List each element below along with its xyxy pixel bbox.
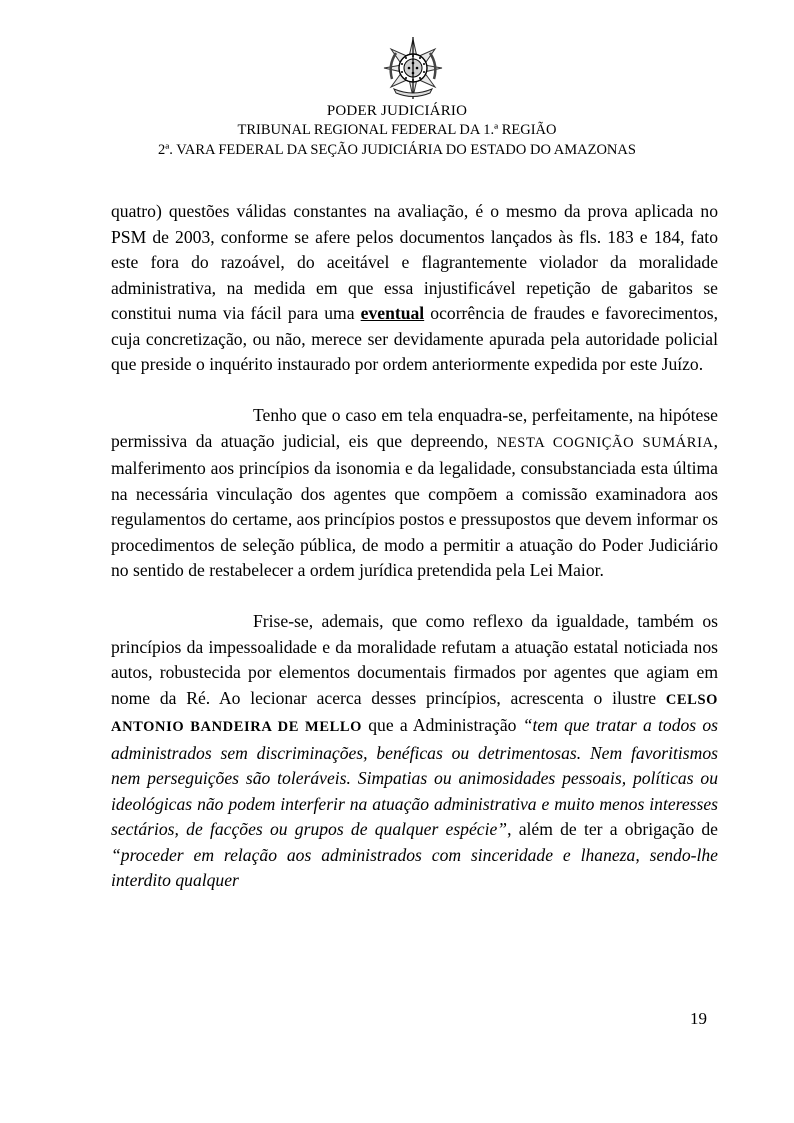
emphasis-eventual: eventual xyxy=(360,303,425,323)
emphasis-cognicao-sumaria: NESTA COGNIÇÃO SUMÁRIA xyxy=(496,434,714,451)
paragraph-2 xyxy=(111,403,718,584)
header-tribunal: TRIBUNAL REGIONAL FEDERAL DA 1.ª REGIÃO xyxy=(237,122,557,138)
paragraph-2-text-c: , malferimento aos princípios da isonomia e da legalidade, consubstanciada esta última na necessária vinculação dos agentes que compõem a comissão examinadora aos regulamentos do certame, aos princípios postos e pressupostos que devem informar os procedimentos de seleção pública, de modo a permitir a atuação do Poder Judiciário no sentido de restabelecer a ordem jurídica pretendida pela Lei Maior. xyxy=(111,430,718,580)
paragraph-3 xyxy=(111,609,718,894)
author-name: CELSO ANTONIO BANDEIRA DE MELLO xyxy=(111,691,718,735)
paragraph-3-text-a: Frise-se, ademais, que como reflexo da igualdade, também os princípios da impessoalidade e da moralidade refutam a atuação estatal noticiada nos autos, robustecida por elementos documentais firmados por agentes que agiam em nome da Ré. Ao lecionar acerca desses princípios, acrescenta o ilustre xyxy=(111,611,718,708)
paragraph-2-text-a: Tenho que o caso em tela enquadra-se, perfeitamente, na hipótese permissiva da atuação judicial, eis que depreendo, xyxy=(111,405,718,451)
paragraph-1-text-c: ocorrência de fraudes e favorecimentos, cuja concretização, ou não, merece ser devidamente apurada pela autoridade policial que preside o inquérito instaurado por ordem anteriormente expedida por este Juízo. xyxy=(111,303,719,374)
quote-2: “proceder em relação aos administrados com sinceridade e lhaneza, sendo-lhe interdito qualquer xyxy=(111,844,718,890)
paragraph-1 xyxy=(111,199,718,378)
header-vara: 2ª. VARA FEDERAL DA SEÇÃO JUDICIÁRIA DO ESTADO DO AMAZONAS xyxy=(158,142,636,158)
page-number: 19 xyxy=(690,1009,707,1028)
document-body xyxy=(111,199,718,919)
brazil-coat-of-arms-icon xyxy=(380,35,446,101)
paragraph-3-text-e: , além de ter a obrigação de xyxy=(507,819,718,839)
quote-1: “tem que tratar a todos os administrados sem discriminações, benéficas ou detrimentosas. Nem favoritismos nem perseguições são toleráveis. Simpatias ou animosidades pessoais, políticas ou ideológicas não podem interferir na atuação administrativa e muito menos interesses sectários, de facções ou grupos de qualquer espécie” xyxy=(111,715,718,839)
header-court-branch: PODER JUDICIÁRIO xyxy=(326,103,468,119)
paragraph-1-text-a: quatro) questões válidas constantes na avaliação, é o mesmo da prova aplicada no PSM de 2003, conforme se afere pelos documentos lançados às fls. 183 e 184, fato este fora do razoável, do aceitável e flagrantemente violador da moralidade administrativa, na medida em que essa injustificável repetição de gabaritos se constitui numa via fácil para uma xyxy=(111,201,718,323)
paragraph-3-text-c: que a Administração xyxy=(362,715,523,735)
